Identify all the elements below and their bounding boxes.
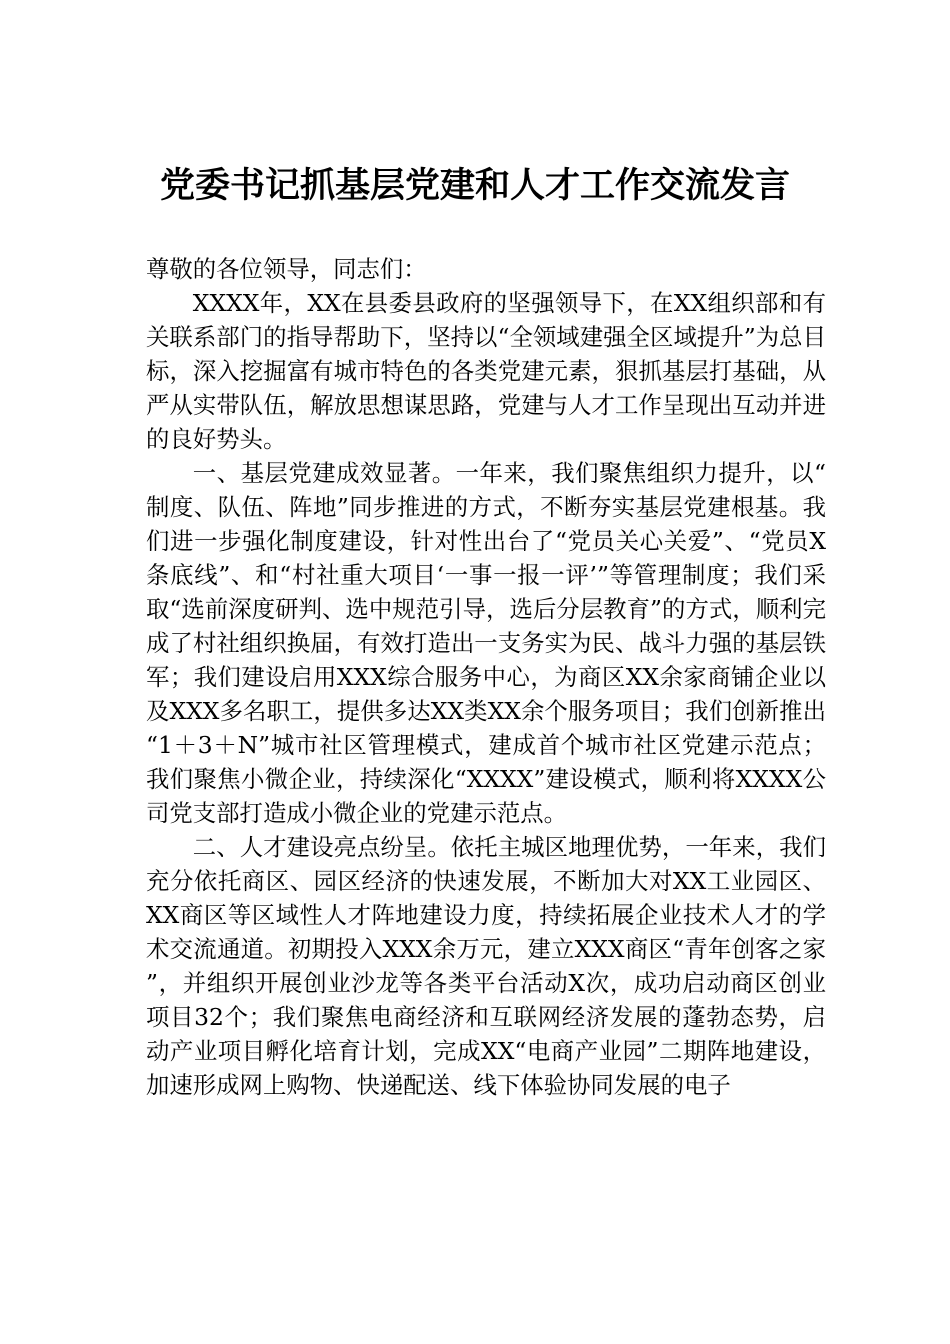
salutation: 尊敬的各位领导，同志们： xyxy=(146,255,427,283)
paragraph-talent-building: 二、人才建设亮点纷呈。依托主城区地理优势，一年来，我们充分依托商区、园区经济的快速发展，不断加大对XX工业园区、XX商区等区域性人才阵地建设力度，持续拓展企业技术人才的学术交流通道。初期投入XXX余万元，建立XXX商区“青年创客之家”，并组织开展创业沙龙等各类平台活动X次，成功启动商区创业项目32个；我们聚焦电商经济和互联网经济发展的蓬勃态势，启动产业项目孵化培育计划，完成XX“电商产业园”二期阵地建设，加速形成网上购物、快递配送、线下体验协同发展的电子 xyxy=(146,833,826,1099)
paragraph-intro: XXXX年，XX在县委县政府的坚强领导下，在XX组织部和有关联系部门的指导帮助下，坚持以“全领域建强全区域提升”为总目标，深入挖掘富有城市特色的各类党建元素，狠抓基层打基础，从严从实带队伍，解放思想谋思路，党建与人才工作呈现出互动并进的良好势头。 xyxy=(146,289,826,453)
paragraph-party-building: 一、基层党建成效显著。一年来，我们聚焦组织力提升，以“制度、队伍、阵地”同步推进的方式，不断夯实基层党建根基。我们进一步强化制度建设，针对性出台了“党员关心关爱”、“党员X条底线”、和“村社重大项目‘一事一报一评’”等管理制度；我们采取“选前深度研判、选中规范引导，选后分层教育”的方式，顺利完成了村社组织换届，有效打造出一支务实为民、战斗力强的基层铁军；我们建设启用XXX综合服务中心，为商区XX余家商铺企业以及XXX多名职工，提供多达XX类XX余个服务项目；我们创新推出“1＋3＋N”城市社区管理模式，建成首个城市社区党建示范点；我们聚焦小微企业，持续深化“XXXX”建设模式，顺利将XXXX公司党支部打造成小微企业的党建示范点。 xyxy=(146,459,826,827)
document-title: 党委书记抓基层党建和人才工作交流发言 xyxy=(159,165,790,206)
document-body xyxy=(146,252,826,1102)
